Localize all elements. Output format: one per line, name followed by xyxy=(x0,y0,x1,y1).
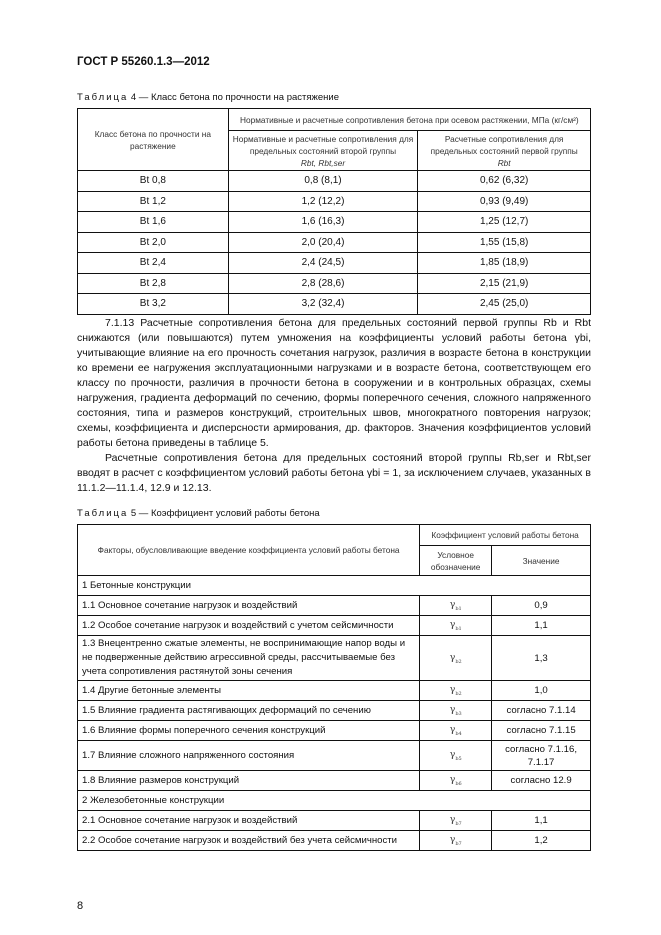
first-group-value: 1,55 (15,8) xyxy=(418,232,591,253)
value-cell: 1,2 xyxy=(492,831,591,851)
symbol-cell: $\gamma_{b4}$ xyxy=(420,721,492,741)
caption-word: Таблица xyxy=(77,92,129,103)
first-group-value: 1,25 (12,7) xyxy=(418,212,591,233)
col-header-factors: Факторы, обусловливающие введение коэффициента условий работы бетона xyxy=(78,525,420,576)
table-row xyxy=(78,294,591,315)
col-header-group: Коэффициент условий работы бетона xyxy=(420,525,591,546)
col-header-symbol: Условное обозначение xyxy=(420,546,492,576)
symbol-cell: $\gamma_{b3}$ xyxy=(420,701,492,721)
class-cell: Bt 1,2 xyxy=(78,191,229,212)
table4-caption xyxy=(77,92,339,103)
class-cell: Bt 2,0 xyxy=(78,232,229,253)
table-4 xyxy=(77,108,591,315)
symbol-cell: $\gamma_{b5}$ xyxy=(420,741,492,771)
paragraph-7-1-13: 7.1.13 Расчетные сопротивления бетона для предельных состояний первой группы Rb и Rbt снижаются (или повышаются) путем умножения на коэффициенты условий работы бетона γbi, учитывающие влияние на его прочность сочетания нагрузок, различия в возрасте бетона в конструкции ко времени ее нагружения эксплуатационными нагрузками и в возрасте бетона, соответствующем его классу по прочности, различия в прочности бетона в сооружении и в контрольных образцах, схемы нагружения, градиента деформаций по сечению, формы поперечного сечения, сложного напряженного состояния, типа и размеров конструкций, строительных швов, многократного повторения нагрузок; схемы, коэффициента и дисперсности армирования, др. факторов. Значения коэффициентов условий работы бетона приведены в таблице 5. xyxy=(77,317,591,449)
flow-content xyxy=(77,316,591,851)
symbol-subscript: b1 xyxy=(455,625,462,632)
value-cell: согласно 7.1.16, 7.1.17 xyxy=(492,741,591,771)
header-text: Нормативные и расчетные сопротивления для предельных состояний второй группы xyxy=(232,133,414,156)
col-header-group: Нормативные и расчетные сопротивления бетона при осевом растяжении, МПа (кг/см²) xyxy=(228,109,590,131)
second-group-value: 1,2 (12,2) xyxy=(228,191,418,212)
second-group-value: 1,6 (16,3) xyxy=(228,212,418,233)
symbol-subscript: b7 xyxy=(455,820,462,827)
symbol-subscript: b1 xyxy=(455,605,462,612)
factor-cell: 1.5 Влияние градиента растягивающих деформаций по сечению xyxy=(78,701,420,721)
first-group-value: 1,85 (18,9) xyxy=(418,253,591,274)
table-row xyxy=(78,212,591,233)
second-group-value: 2,0 (20,4) xyxy=(228,232,418,253)
factor-cell: 1.3 Внецентренно сжатые элементы, не воспринимающие напор воды и не подверженные действию агрессивной среды, рассчитываемые без учета сопротивления растянутой зоны сечения xyxy=(78,636,420,681)
table-row xyxy=(78,273,591,294)
col-header-first-group xyxy=(418,131,591,171)
symbol-subscript: b4 xyxy=(455,730,462,737)
header-text: Расчетные сопротивления для предельных состояний первой группы xyxy=(430,133,578,156)
first-group-value: 0,93 (9,49) xyxy=(418,191,591,212)
class-cell: Bt 3,2 xyxy=(78,294,229,315)
symbol-subscript: b2 xyxy=(455,690,462,697)
table5-caption xyxy=(77,508,591,519)
value-cell: согласно 12.9 xyxy=(492,771,591,791)
factor-cell: 1.8 Влияние размеров конструкций xyxy=(78,771,420,791)
value-cell: 1,3 xyxy=(492,636,591,681)
factor-cell: 2.1 Основное сочетание нагрузок и воздействий xyxy=(78,811,420,831)
value-cell: 1,0 xyxy=(492,681,591,701)
section-row xyxy=(78,791,591,811)
factor-cell: 2.2 Особое сочетание нагрузок и воздействий без учета сейсмичности xyxy=(78,831,420,851)
symbol-subscript: b3 xyxy=(455,710,462,717)
symbol-cell: $\gamma_{b1}$ xyxy=(420,616,492,636)
caption-text: 4 — Класс бетона по прочности на растяжение xyxy=(128,92,340,103)
factor-cell: 1.7 Влияние сложного напряженного состояния xyxy=(78,741,420,771)
factor-cell: 1.1 Основное сочетание нагрузок и воздействий xyxy=(78,596,420,616)
table-row xyxy=(78,721,591,741)
second-group-value: 2,8 (28,6) xyxy=(228,273,418,294)
value-cell: 1,1 xyxy=(492,616,591,636)
symbol-subscript: b6 xyxy=(455,780,462,787)
factor-cell: 1.6 Влияние формы поперечного сечения конструкций xyxy=(78,721,420,741)
factor-cell: 1.4 Другие бетонные элементы xyxy=(78,681,420,701)
symbol-cell: $\gamma_{b1}$ xyxy=(420,596,492,616)
class-cell: Bt 2,4 xyxy=(78,253,229,274)
table-row xyxy=(78,831,591,851)
paragraph-second-group: Расчетные сопротивления бетона для предельных состояний второй группы Rb,ser и Rbt,ser вводят в расчет с коэффициентом условий работы бетона γbi = 1, за исключением случаев, указанных в 11.1.2—11.1.4, 12.9 и 12.13. xyxy=(77,452,591,494)
table-row xyxy=(78,701,591,721)
symbol-cell: $\gamma_{b2}$ xyxy=(420,636,492,681)
symbol: Rbt, Rbt,ser xyxy=(300,157,346,168)
symbol-cell: $\gamma_{b7}$ xyxy=(420,811,492,831)
class-cell: Bt 0,8 xyxy=(78,171,229,192)
section-title: 2 Железобетонные конструкции xyxy=(78,791,591,811)
symbol-cell: $\gamma_{b6}$ xyxy=(420,771,492,791)
symbol-cell: $\gamma_{b2}$ xyxy=(420,681,492,701)
col-header-value: Значение xyxy=(492,546,591,576)
caption-word: Таблица xyxy=(77,508,129,519)
value-cell: 0,9 xyxy=(492,596,591,616)
value-cell: согласно 7.1.14 xyxy=(492,701,591,721)
body-text xyxy=(77,316,591,496)
table-row xyxy=(78,171,591,192)
table-row xyxy=(78,681,591,701)
factor-cell: 1.2 Особое сочетание нагрузок и воздействий с учетом сейсмичности xyxy=(78,616,420,636)
page-number: 8 xyxy=(77,900,84,912)
value-cell: согласно 7.1.15 xyxy=(492,721,591,741)
table-row xyxy=(78,253,591,274)
table-row xyxy=(78,616,591,636)
table-row xyxy=(78,741,591,771)
section-title: 1 Бетонные конструкции xyxy=(78,576,591,596)
table-row xyxy=(78,811,591,831)
document-header: ГОСТ Р 55260.1.3—2012 xyxy=(77,56,210,68)
section-row xyxy=(78,576,591,596)
table-row xyxy=(78,596,591,616)
col-header-second-group xyxy=(228,131,418,171)
table-5 xyxy=(77,524,591,851)
symbol: Rbt xyxy=(497,157,511,168)
class-cell: Bt 1,6 xyxy=(78,212,229,233)
table-row xyxy=(78,232,591,253)
second-group-value: 2,4 (24,5) xyxy=(228,253,418,274)
value-cell: 1,1 xyxy=(492,811,591,831)
col-header-class: Класс бетона по прочности на растяжение xyxy=(78,109,229,171)
table-row xyxy=(78,771,591,791)
first-group-value: 0,62 (6,32) xyxy=(418,171,591,192)
symbol-subscript: b7 xyxy=(455,840,462,847)
table-row xyxy=(78,191,591,212)
symbol-subscript: b2 xyxy=(455,658,462,665)
first-group-value: 2,15 (21,9) xyxy=(418,273,591,294)
symbol-cell: $\gamma_{b7}$ xyxy=(420,831,492,851)
symbol-subscript: b5 xyxy=(455,755,462,762)
second-group-value: 3,2 (32,4) xyxy=(228,294,418,315)
table-row xyxy=(78,636,591,681)
caption-text: 5 — Коэффициент условий работы бетона xyxy=(128,508,320,519)
first-group-value: 2,45 (25,0) xyxy=(418,294,591,315)
class-cell: Bt 2,8 xyxy=(78,273,229,294)
second-group-value: 0,8 (8,1) xyxy=(228,171,418,192)
